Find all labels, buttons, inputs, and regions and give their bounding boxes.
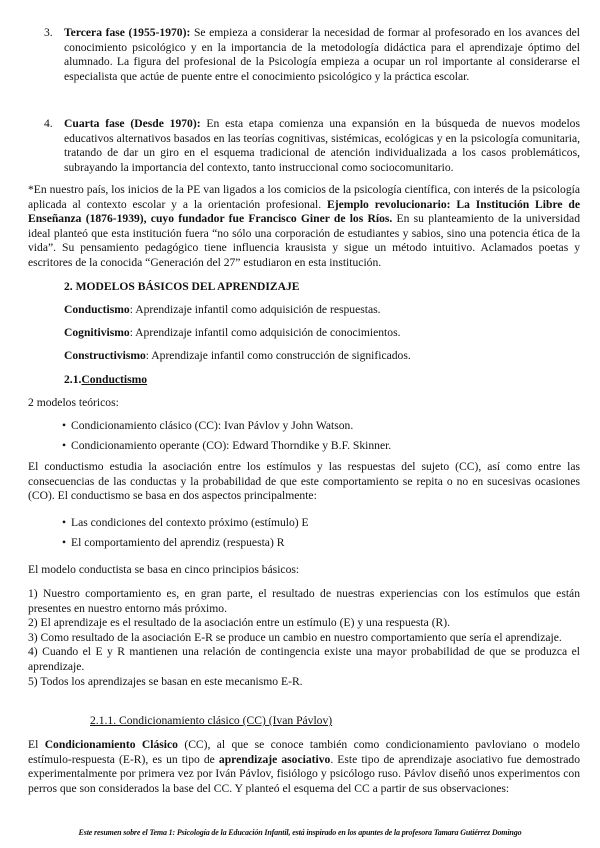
model-term: Cognitivismo xyxy=(64,326,130,339)
model-description: : Aprendizaje infantil como adquisición de respuestas. xyxy=(129,303,381,316)
model-term: Constructivismo xyxy=(64,349,146,362)
theories-list xyxy=(62,416,580,456)
note-text-2: En su planteamiento de la universidad ideal planteó que esta institución fuera “no sólo una corporación de estudiantes y sabios, sino una potencia ética de la vida”. Su pensamiento pedagógico tiene influencia krausista y sigue un método intuitivo. Aclamados poetas y escritores de la conocida “Generación del 27” estudiaron en esta institución. xyxy=(28,212,580,269)
phase-text: Se empieza a considerar la necesidad de formar al profesorado en los avances del conocimiento psicológico y en la importancia de la metodología didáctica para el aprendizaje óptimo del alumnado. La figura del profesional de la Psicología empieza a ocupar un rol importante al considerarse el especialista que actúe de puente entre el conocimiento psicológico y la práctica escolar. xyxy=(64,26,580,83)
history-note xyxy=(28,183,580,271)
model-description: : Aprendizaje infantil como adquisición de conocimientos. xyxy=(129,326,401,339)
subsection-title: Conductismo xyxy=(81,373,148,386)
phase-title: Cuarta fase (Desde 1970): xyxy=(64,117,201,130)
list-item: • Condicionamiento clásico (CC): Ivan Pávlov y John Watson. xyxy=(62,416,580,436)
note-text-1: *En nuestro país, los inicios de la PE van ligados a los comicios de la psicología científica, con interés de la psicología aplicada al contexto escolar y a la orientación profesional. xyxy=(28,183,580,211)
aspects-list xyxy=(62,513,580,553)
model-cognitivismo xyxy=(64,326,580,341)
para-text: . Este tipo de aprendizaje asociativo fue demostrado experimentalmente por primera vez por Iván Pávlov, fisiólogo y psicólogo ruso. Pávlov diseñó unos experimentos con perros que son considerados la base del CC. Y planteó el esquema del CC a partir de sus observaciones: xyxy=(28,752,580,795)
list-item: • Las condiciones del contexto próximo (estímulo) E xyxy=(62,513,580,533)
subsection-number: 2.1. xyxy=(64,373,82,386)
para-bold-term: Condicionamiento Clásico xyxy=(44,738,178,751)
principle-item: 1) Nuestro comportamiento es, en gran parte, el resultado de nuestras experiencias con los estímulos que están presentes en nuestro entorno más próximo. xyxy=(28,587,580,615)
model-term: Conductismo xyxy=(64,303,130,316)
list-item: • Condicionamiento operante (CO): Edward Thorndike y B.F. Skinner. xyxy=(62,436,580,456)
list-item: • El comportamiento del aprendiz (respuesta) R xyxy=(62,533,580,553)
note-highlight: Ejemplo revolucionario: La Institución Libre de Enseñanza (1876-1939), cuyo fundador fue Francisco Giner de los Ríos. xyxy=(28,197,580,226)
principles-list xyxy=(28,587,580,689)
phase-number: 3. xyxy=(44,26,53,39)
phase-item-4 xyxy=(44,117,580,175)
phase-text: En esta etapa comienza una expansión en la búsqueda de nuevos modelos educativos alternativos basados en las teorías cognitivas, sistémicas, ecológicas y en la psicología comunitaria, tratando de dar un giro en el esquema tradicional de atención individualizada a los casos problemáticos, subrayando la importancia del contexto, tanto instruccional como sociocomunitario. xyxy=(64,117,580,174)
para-text: (CC), al que se conoce también como condicionamiento pavloviano o modelo estímulo-respuesta (E-R), es un tipo de xyxy=(28,738,580,766)
model-conductismo xyxy=(64,303,580,318)
principles-intro: El modelo conductista se basa en cinco principios básicos: xyxy=(28,563,300,576)
model-constructivismo xyxy=(64,349,580,364)
page-footer: Este resumen sobre el Tema 1: Psicología de la Educación Infantil, está inspirado en los apuntes de la profesora Tamara Gutiérrez Domingo xyxy=(78,828,522,837)
subsection-heading xyxy=(64,373,580,388)
para-bold-term: aprendizaje asociativo xyxy=(218,752,331,766)
para-text: El xyxy=(28,738,39,751)
principle-item: 2) El aprendizaje es el resultado de la asociación entre un estímulo (E) y una respuesta (R). xyxy=(28,616,451,630)
phase-item-3 xyxy=(44,26,580,84)
classical-conditioning-paragraph xyxy=(28,738,580,796)
model-description: : Aprendizaje infantil como construcción de significados. xyxy=(145,349,411,362)
phase-number: 4. xyxy=(44,117,53,130)
section-heading: 2. MODELOS BÁSICOS DEL APRENDIZAJE xyxy=(64,280,300,293)
conductism-paragraph: El conductismo estudia la asociación entre los estímulos y las respuestas del sujeto (CC), así como entre las consecuencias de las conductas y la probabilidad de que este comportamiento se repita o no en sucesivas ocasiones (CO). El conductismo se basa en dos aspectos principalmente: xyxy=(28,460,580,503)
phase-title: Tercera fase (1955-1970): xyxy=(64,26,191,39)
principle-item: 4) Cuando el E y R mantienen una relación de contingencia existe una mayor probabilidad de que se produzca el aprendizaje. xyxy=(28,645,580,673)
principle-item: 5) Todos los aprendizajes se basan en este mecanismo E-R. xyxy=(28,674,303,688)
subsubsection-heading: 2.1.1. Condicionamiento clásico (CC) (Ivan Pávlov) xyxy=(90,714,333,727)
principle-item: 3) Como resultado de la asociación E-R se produce un cambio en nuestro comportamiento que sería el aprendizaje. xyxy=(28,630,562,644)
theories-intro: 2 modelos teóricos: xyxy=(28,396,119,409)
